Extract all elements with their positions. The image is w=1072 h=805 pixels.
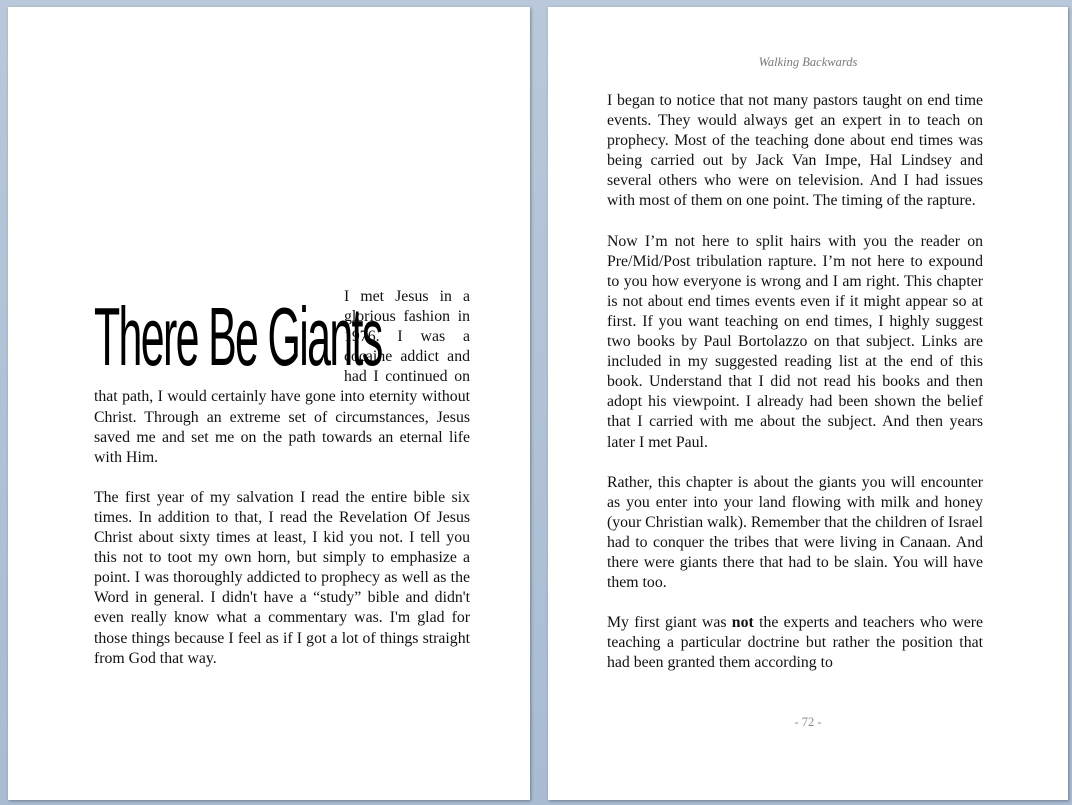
- paragraph: Rather, this chapter is about the giants you will encounter as you enter into your land flowing with milk and honey (your Christian walk). Remember that the children of Israel had to conquer the tribes that were living in Canaan. And there were giants there that had to be slain. You will have them too.: [607, 473, 983, 592]
- bold-word: not: [731, 614, 754, 632]
- paragraph: [607, 613, 983, 673]
- left-page-body: [94, 287, 470, 689]
- right-page[interactable]: [548, 7, 1068, 800]
- left-page[interactable]: [8, 7, 530, 800]
- right-page-body: [607, 91, 983, 693]
- paragraph: I met Jesus in a glorious fashion in 1976. I was a cocaine addict and had I continued on that path, I would certainly have gone into eternity without Christ. Through an extreme set of circumstances, Jesus saved me and set me on the path towards an eternal life with Him.: [94, 288, 470, 466]
- paragraph-text: the experts and teachers who were teaching a particular doctrine but rather the position that had been granted them according to: [607, 614, 983, 672]
- paragraph-text: My first giant was: [607, 614, 732, 632]
- running-head: Walking Backwards: [758, 55, 858, 69]
- paragraph: The first year of my salvation I read the entire bible six times. In addition to that, I read the Revelation Of Jesus Christ about sixty times at least, I kid you not. I tell you this not to toot my own horn, but simply to emphasize a point. I was thoroughly addicted to prophecy as well as the Word in general. I didn't have a “study” bible and didn't even really know what a commentary was. I'm glad for those things because I feel as if I got a lot of things straight from God that way.: [94, 488, 470, 667]
- chapter-title-text: There Be Giants: [94, 289, 382, 384]
- chapter-title: [94, 287, 382, 387]
- paragraph: I began to notice that not many pastors taught on end time events. They would always get an expert in to teach on prophecy. Most of the teaching done about end times was being carried out by Jack Van Impe, Hal Lindsey and several others who were on television. And I had issues with most of them on one point. The timing of the rapture.: [607, 92, 983, 210]
- paragraph: Now I’m not here to split hairs with you the reader on Pre/Mid/Post tribulation rapture. I’m not here to expound to you how everyone is wrong and I am right. This chapter is not about end times events even if it might appear so at first. If you want teaching on end times, I highly suggest two books by Paul Bortolazzo on that subject. Links are included in my suggested reading list at the end of this book. Understand that I did not read his books and then adopt his viewpoint. I already had been shown the belief that I carried with me about the subject. And then years later I met Paul.: [607, 232, 983, 451]
- page-number: - 72 -: [794, 715, 822, 729]
